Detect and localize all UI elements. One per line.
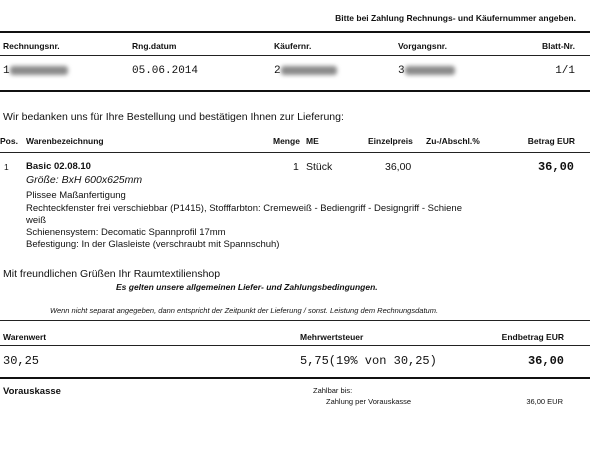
col-price: Einzelpreis bbox=[368, 136, 413, 146]
payment-method: Vorauskasse bbox=[3, 386, 61, 397]
label-invoice-no: Rechnungsnr. bbox=[3, 41, 60, 51]
payable-by: Zahlbar bis: bbox=[313, 386, 353, 395]
invoice-number: 1 bbox=[3, 65, 68, 77]
totals-top-divider bbox=[0, 320, 590, 321]
net-value: 30,25 bbox=[3, 354, 40, 368]
item-qty: 1 bbox=[293, 161, 299, 173]
label-process-no: Vorgangsnr. bbox=[398, 41, 447, 51]
item-title: Basic 02.08.10 bbox=[26, 161, 91, 172]
payment-notice: Bitte bei Zahlung Rechnungs- und Käufernummer angeben. bbox=[335, 13, 576, 23]
greeting-text: Mit freundlichen Grüßen Ihr Raumtextilienshop bbox=[3, 268, 221, 280]
sheet-number: 1/1 bbox=[555, 65, 575, 77]
label-net: Warenwert bbox=[3, 332, 47, 342]
invoice-date: 05.06.2014 bbox=[132, 65, 199, 77]
item-line-5: Befestigung: In der Glasleiste (verschraubt mit Spannschuh) bbox=[26, 239, 280, 250]
item-price: 36,00 bbox=[385, 161, 412, 173]
label-vat: Mehrwertsteuer bbox=[300, 332, 364, 342]
process-number: 3 bbox=[398, 65, 455, 77]
item-unit: Stück bbox=[306, 161, 333, 173]
buyer-number: 2 bbox=[274, 65, 337, 77]
col-name: Warenbezeichnung bbox=[26, 136, 104, 146]
item-line-1: Plissee Maßanfertigung bbox=[26, 190, 126, 201]
vat-value: 5,75(19% von 30,25) bbox=[300, 354, 437, 368]
label-sheet-no: Blatt-Nr. bbox=[541, 41, 575, 51]
item-line-3: weiß bbox=[26, 215, 47, 226]
totals-divider bbox=[0, 345, 590, 346]
top-divider bbox=[0, 31, 590, 33]
delivery-note: Wenn nicht separat angegeben, dann entspricht der Zeitpunkt der Lieferung / sonst. Leistung dem Rechnungsdatum. bbox=[50, 306, 439, 315]
payment-amount: 36,00 EUR bbox=[526, 397, 563, 406]
item-line-4: Schienensystem: Decomatic Spannprofil 17mm bbox=[26, 227, 226, 238]
col-qty: Menge bbox=[273, 136, 300, 146]
item-size: Größe: BxH 600x625mm bbox=[26, 174, 143, 186]
terms-text: Es gelten unsere allgemeinen Liefer- und Zahlungsbedingungen. bbox=[116, 282, 378, 292]
label-buyer-no: Käufernr. bbox=[274, 41, 312, 51]
total-value: 36,00 bbox=[527, 354, 564, 368]
label-total: Endbetrag EUR bbox=[501, 332, 564, 342]
col-pos: Pos. bbox=[0, 136, 18, 146]
item-amount: 36,00 bbox=[537, 160, 574, 174]
label-invoice-date: Rng.datum bbox=[132, 41, 177, 51]
totals-bottom-divider bbox=[0, 377, 590, 379]
col-amount: Betrag EUR bbox=[527, 136, 575, 146]
item-pos: 1 bbox=[4, 162, 9, 172]
col-discount: Zu-/Abschl.% bbox=[426, 136, 480, 146]
payment-line: Zahlung per Vorauskasse bbox=[326, 397, 412, 406]
table-header-divider bbox=[0, 152, 590, 153]
item-line-2: Rechteckfenster frei verschiebbar (P1415), Stofffarbton: Cremeweiß - Bediengriff - Designgriff - Schiene bbox=[26, 203, 462, 214]
header-divider bbox=[0, 55, 590, 56]
thanks-text: Wir bedanken uns für Ihre Bestellung und bestätigen Ihnen zur Lieferung: bbox=[3, 111, 344, 123]
col-unit: ME bbox=[306, 136, 319, 146]
header-bottom-divider bbox=[0, 90, 590, 92]
